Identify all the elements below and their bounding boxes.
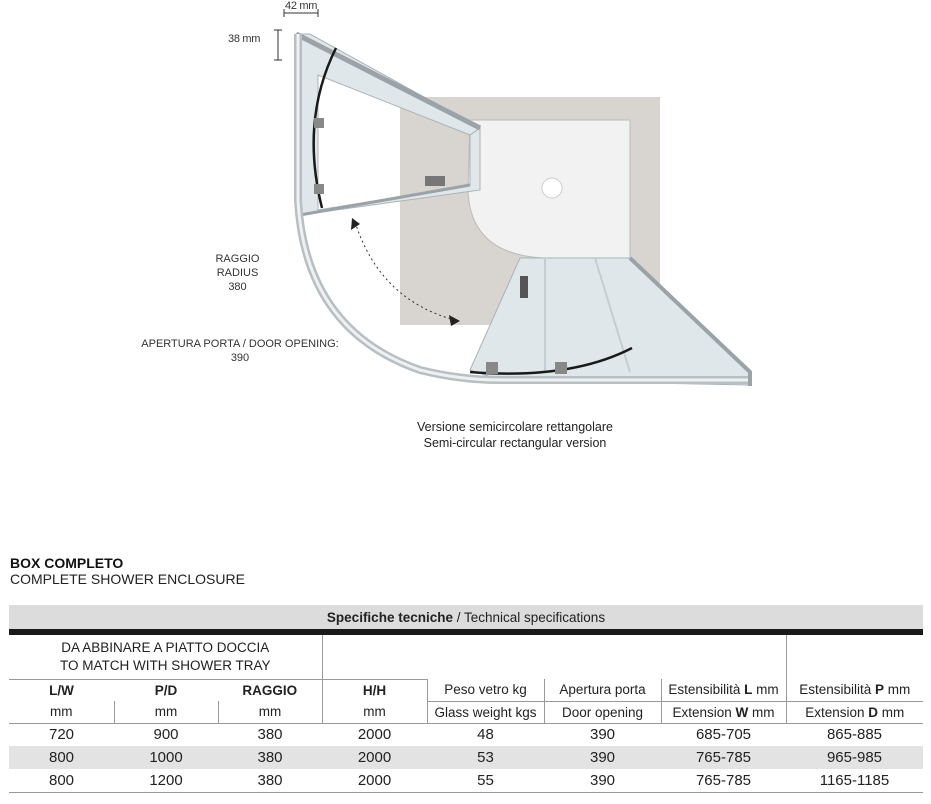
heading-subtitle: COMPLETE SHOWER ENCLOSURE	[10, 571, 245, 587]
cell-hh: 2000	[322, 723, 427, 746]
cell-hh: 2000	[322, 746, 427, 769]
cell-hh: 2000	[322, 769, 427, 792]
unit-door: Door opening	[544, 701, 661, 723]
hinge	[486, 362, 498, 374]
col-header-door: Apertura porta	[544, 679, 661, 701]
cell-pd: 1000	[114, 746, 218, 769]
header-row	[9, 679, 923, 701]
cell-weight: 53	[427, 746, 544, 769]
right-glass-panel	[470, 258, 750, 385]
col-header-weight: Peso vetro kg	[427, 679, 544, 701]
section-heading	[10, 555, 245, 587]
figure-caption	[380, 419, 650, 451]
handle	[425, 176, 445, 186]
col-header-raggio: RAGGIO	[218, 679, 322, 701]
cell-ext-w: 685-705	[661, 723, 786, 746]
cell-lw: 720	[9, 723, 114, 746]
empty-header-cell	[786, 632, 923, 679]
table-title-row	[9, 605, 923, 632]
unit-row	[9, 701, 923, 723]
cell-lw: 800	[9, 746, 114, 769]
unit-ext-d: Extension D mm	[786, 701, 923, 723]
radius-value: 380	[228, 281, 247, 293]
unit-raggio: mm	[218, 701, 322, 723]
table-row	[9, 723, 923, 746]
cell-ext-d: 865-885	[786, 723, 923, 746]
cell-raggio: 380	[218, 746, 322, 769]
cell-door: 390	[544, 723, 661, 746]
unit-weight: Glass weight kgs	[427, 701, 544, 723]
unit-lw: mm	[50, 704, 73, 720]
cell-ext-d: 965-985	[786, 746, 923, 769]
hinge	[314, 184, 324, 194]
door-opening-value: 390	[230, 352, 250, 364]
cell-raggio: 380	[218, 723, 322, 746]
unit-pd: mm	[114, 701, 218, 723]
cell-ext-w: 765-785	[661, 769, 786, 792]
caption-it: Versione semicircolare rettangolare	[417, 420, 613, 434]
col-header-ext-p: Estensibilità P mm	[786, 679, 923, 701]
width-dimension-label: 42 mm	[285, 0, 318, 12]
empty-header-cell	[322, 632, 786, 679]
unit-hh: mm	[322, 701, 427, 723]
table-title-bold: Specifiche tecniche	[326, 609, 453, 625]
handle	[520, 276, 528, 298]
col-header-lw: L/W	[9, 679, 114, 701]
cell-pd: 900	[114, 723, 218, 746]
match-tray-cell	[9, 632, 322, 679]
height-dimension-label: 38 mm	[228, 33, 261, 45]
col-header-ext-l: Estensibilità L mm	[661, 679, 786, 701]
cell-raggio: 380	[218, 769, 322, 792]
cell-weight: 48	[427, 723, 544, 746]
cell-door: 390	[544, 746, 661, 769]
unit-ext-w: Extension W mm	[661, 701, 786, 723]
hinge	[555, 362, 567, 374]
table-row	[9, 746, 923, 769]
table-title	[9, 605, 923, 632]
radius-label-en: RADIUS	[216, 267, 259, 279]
cell-weight: 55	[427, 769, 544, 792]
cell-ext-d: 1165-1185	[786, 769, 923, 792]
table-title-rest: / Technical specifications	[452, 609, 606, 625]
table-row	[9, 769, 923, 792]
hinge	[314, 118, 324, 128]
caption-en: Semi-circular rectangular version	[423, 436, 607, 450]
cell-pd: 1200	[114, 769, 218, 792]
match-row	[9, 632, 923, 679]
col-header-hh: H/H	[322, 679, 427, 701]
radius-label	[200, 252, 275, 294]
spec-table	[9, 605, 923, 793]
drain	[542, 178, 562, 198]
match-line-en: TO MATCH WITH SHOWER TRAY	[60, 657, 271, 673]
radius-label-it: RAGGIO	[215, 253, 260, 265]
cell-lw: 800	[9, 769, 114, 792]
door-opening-text: APERTURA PORTA / DOOR OPENING:	[141, 338, 339, 350]
door-opening-label	[140, 337, 340, 365]
cell-ext-w: 765-785	[661, 746, 786, 769]
cell-door: 390	[544, 769, 661, 792]
match-line-it: DA ABBINARE A PIATTO DOCCIA	[61, 639, 270, 655]
col-header-pd: P/D	[114, 679, 218, 701]
heading-title: BOX COMPLETO	[10, 555, 124, 571]
